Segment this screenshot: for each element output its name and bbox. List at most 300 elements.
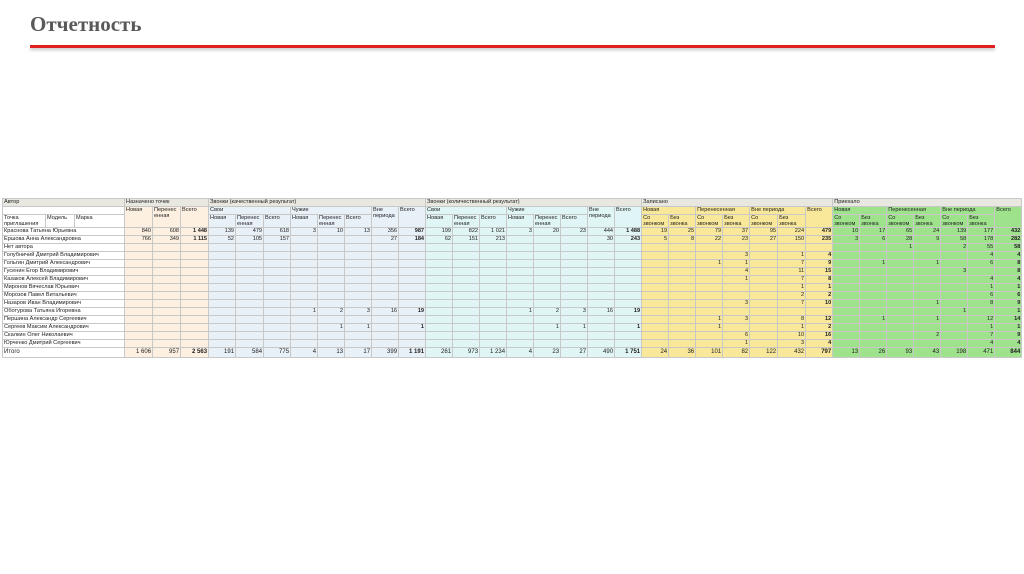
value-cell: 766 [125,236,153,244]
value-cell [426,324,453,332]
value-cell: 4 [291,348,318,358]
value-cell [399,340,426,348]
value-cell [914,276,941,284]
value-cell: 10 [833,228,860,236]
value-cell [833,276,860,284]
value-cell [236,260,264,268]
value-cell: 24 [642,348,669,358]
value-cell: 19 [399,308,426,316]
value-cell: 4 [968,252,995,260]
value-cell: 19 [642,228,669,236]
value-cell [507,324,534,332]
header-a-out-period: Вне периода [941,207,995,215]
author-name: Морозов Павел Витальевич [3,292,125,300]
value-cell: 987 [399,228,426,236]
value-cell [291,244,318,252]
header-a-moved: Перенесенная [887,207,941,215]
value-cell [696,244,723,252]
value-cell [291,268,318,276]
value-cell: 58 [941,236,968,244]
value-cell: 95 [750,228,778,236]
value-cell [588,284,615,292]
value-cell [615,316,642,324]
value-cell: 1 [778,324,806,332]
value-cell: 4 [507,348,534,358]
header-s-new-no-call: Без звонка [669,215,696,228]
value-cell: 199 [426,228,453,236]
value-cell: 261 [426,348,453,358]
value-cell: 11 [778,268,806,276]
value-cell [669,308,696,316]
value-cell [236,324,264,332]
value-cell [318,340,345,348]
value-cell: 150 [778,236,806,244]
header-n-own-new: Новая [426,215,453,228]
value-cell: 1 488 [615,228,642,236]
value-cell: 16 [372,308,399,316]
value-cell [426,300,453,308]
value-cell: 14 [995,316,1022,324]
value-cell [125,308,153,316]
value-cell [860,332,887,340]
value-cell [345,292,372,300]
value-cell [615,244,642,252]
value-cell: 9 [806,260,833,268]
value-cell [209,244,236,252]
value-cell: 17 [345,348,372,358]
value-cell [264,324,291,332]
value-cell [480,268,507,276]
value-cell: 10 [778,332,806,340]
value-cell [345,260,372,268]
value-cell [750,324,778,332]
value-cell: 9 [995,332,1022,340]
header-assigned-points: Назначено точек [125,199,209,207]
value-cell [860,340,887,348]
value-cell: 1 [318,324,345,332]
value-cell [507,268,534,276]
value-cell: 840 [125,228,153,236]
value-cell [181,300,209,308]
value-cell [669,324,696,332]
value-cell [615,268,642,276]
value-cell: 7 [968,332,995,340]
value-cell [642,308,669,316]
value-cell: 8 [995,260,1022,268]
value-cell: 1 [778,252,806,260]
value-cell [642,276,669,284]
value-cell [453,244,480,252]
author-name: Оботурова Татьяна Игоревна [3,308,125,316]
value-cell [887,324,914,332]
value-cell [399,292,426,300]
value-cell [914,340,941,348]
header-n-total: Всего [615,207,642,228]
value-cell [750,340,778,348]
value-cell: 1 021 [480,228,507,236]
value-cell [125,316,153,324]
value-cell: 490 [588,348,615,358]
value-cell [941,260,968,268]
value-cell [264,276,291,284]
value-cell [806,244,833,252]
value-cell: 13 [318,348,345,358]
value-cell: 822 [453,228,480,236]
value-cell: 1 [914,260,941,268]
value-cell [480,316,507,324]
header-a-out-with-call: Со звонком [941,215,968,228]
value-cell [399,252,426,260]
header-n-own-moved: Перенес енная [453,215,480,228]
value-cell: 844 [995,348,1022,358]
value-cell: 7 [778,300,806,308]
value-cell: 4 [806,252,833,260]
value-cell [125,244,153,252]
value-cell [941,276,968,284]
value-cell [588,276,615,284]
header-s-out-period: Вне периода [750,207,806,215]
value-cell [833,340,860,348]
value-cell [209,276,236,284]
value-cell [833,252,860,260]
value-cell [125,340,153,348]
value-cell: 93 [887,348,914,358]
value-cell: 157 [264,236,291,244]
total-label: Итого [3,348,125,358]
value-cell [125,332,153,340]
value-cell: 3 [291,228,318,236]
value-cell [561,340,588,348]
value-cell [153,292,181,300]
value-cell [860,268,887,276]
value-cell [887,252,914,260]
value-cell [588,300,615,308]
value-cell: 6 [995,292,1022,300]
header-assigned-new: Новая [125,207,153,228]
value-cell [941,252,968,260]
value-cell: 1 115 [181,236,209,244]
value-cell [860,276,887,284]
value-cell [561,236,588,244]
header-assigned-total: Всего [181,207,209,228]
value-cell: 8 [995,268,1022,276]
value-cell: 479 [236,228,264,236]
value-cell [833,300,860,308]
value-cell [507,292,534,300]
value-cell: 184 [399,236,426,244]
table-row [3,260,1022,268]
value-cell: 3 [561,308,588,316]
value-cell: 6 [723,332,750,340]
value-cell: 20 [534,228,561,236]
value-cell: 2 [914,332,941,340]
value-cell [941,324,968,332]
value-cell [914,292,941,300]
value-cell [778,308,806,316]
value-cell [153,268,181,276]
value-cell [345,316,372,324]
value-cell: 235 [806,236,833,244]
value-cell [209,252,236,260]
value-cell [750,308,778,316]
value-cell [534,316,561,324]
value-cell [426,276,453,284]
value-cell [153,300,181,308]
value-cell: 444 [588,228,615,236]
value-cell: 16 [806,332,833,340]
value-cell: 19 [615,308,642,316]
value-cell [750,252,778,260]
value-cell [588,244,615,252]
value-cell [696,332,723,340]
value-cell: 17 [860,228,887,236]
value-cell [236,300,264,308]
value-cell: 2 [941,244,968,252]
value-cell [125,268,153,276]
value-cell: 1 [696,316,723,324]
value-cell [669,292,696,300]
value-cell: 1 [860,260,887,268]
header-q-total: Всего [399,207,426,228]
author-name: Голубничий Дмитрий Владимирович [3,252,125,260]
value-cell [153,260,181,268]
value-cell [669,268,696,276]
value-cell: 12 [806,316,833,324]
value-cell: 82 [723,348,750,358]
value-cell: 5 [642,236,669,244]
value-cell [181,244,209,252]
value-cell [318,276,345,284]
value-cell: 6 [860,236,887,244]
header-n-out-period: Вне периода [588,207,615,228]
value-cell [534,236,561,244]
value-cell [209,324,236,332]
value-cell: 471 [968,348,995,358]
value-cell [723,308,750,316]
value-cell: 28 [887,236,914,244]
value-cell [345,340,372,348]
value-cell [534,244,561,252]
value-cell [318,300,345,308]
value-cell: 79 [696,228,723,236]
value-cell [291,316,318,324]
value-cell [399,260,426,268]
value-cell [833,260,860,268]
value-cell: 8 [968,300,995,308]
value-cell [399,316,426,324]
value-cell [669,260,696,268]
value-cell [561,284,588,292]
header-a-total: Всего [995,207,1022,228]
value-cell: 139 [941,228,968,236]
value-cell [399,268,426,276]
value-cell [642,324,669,332]
value-cell: 224 [778,228,806,236]
value-cell: 618 [264,228,291,236]
value-cell [887,284,914,292]
header-row-groups [3,199,1022,207]
value-cell [209,268,236,276]
value-cell [236,244,264,252]
value-cell [642,284,669,292]
value-cell [399,244,426,252]
value-cell [833,324,860,332]
value-cell: 13 [833,348,860,358]
value-cell [345,236,372,244]
value-cell [153,284,181,292]
value-cell [833,332,860,340]
value-cell [181,332,209,340]
value-cell: 122 [750,348,778,358]
value-cell [534,284,561,292]
value-cell [723,292,750,300]
value-cell [887,292,914,300]
value-cell [453,276,480,284]
value-cell: 1 [914,316,941,324]
value-cell [372,332,399,340]
value-cell [153,252,181,260]
value-cell [615,260,642,268]
value-cell [642,268,669,276]
value-cell [860,244,887,252]
value-cell [318,316,345,324]
value-cell [914,268,941,276]
value-cell [345,276,372,284]
value-cell: 65 [887,228,914,236]
value-cell [561,260,588,268]
value-cell: 27 [750,236,778,244]
table-row [3,324,1022,332]
value-cell [181,260,209,268]
value-cell [453,316,480,324]
value-cell [968,268,995,276]
value-cell [887,260,914,268]
value-cell [696,284,723,292]
value-cell [887,316,914,324]
value-cell [345,252,372,260]
table-row [3,316,1022,324]
table-row [3,252,1022,260]
value-cell: 52 [209,236,236,244]
value-cell [236,252,264,260]
value-cell [236,316,264,324]
value-cell [426,292,453,300]
value-cell: 1 [507,308,534,316]
value-cell: 1 [345,324,372,332]
value-cell: 1 191 [399,348,426,358]
title-divider [30,45,995,48]
value-cell [833,268,860,276]
value-cell: 43 [914,348,941,358]
value-cell [941,332,968,340]
header-q-own-new: Новая [209,215,236,228]
value-cell [318,284,345,292]
page-title: Отчетность [30,12,142,36]
value-cell [399,300,426,308]
header-q-own-total: Всего [264,215,291,228]
value-cell: 24 [914,228,941,236]
value-cell [318,252,345,260]
value-cell [153,324,181,332]
value-cell [507,332,534,340]
value-cell: 4 [968,340,995,348]
value-cell [723,284,750,292]
value-cell [291,324,318,332]
table-row [3,300,1022,308]
value-cell [696,340,723,348]
table-row [3,276,1022,284]
value-cell: 4 [995,252,1022,260]
value-cell [372,292,399,300]
value-cell [833,308,860,316]
table-row [3,284,1022,292]
value-cell [941,340,968,348]
value-cell: 3 [723,252,750,260]
value-cell [534,260,561,268]
value-cell: 1 [778,284,806,292]
value-cell [153,244,181,252]
value-cell [426,252,453,260]
value-cell [453,260,480,268]
value-cell [507,236,534,244]
value-cell [507,260,534,268]
value-cell: 432 [778,348,806,358]
report-table-image [2,198,1022,358]
value-cell: 4 [806,340,833,348]
value-cell: 6 [968,292,995,300]
header-s-moved-with-call: Со звонком [696,215,723,228]
value-cell: 198 [941,348,968,358]
value-cell [345,332,372,340]
value-cell: 584 [236,348,264,358]
author-name: Скалкин Олег Николаевич [3,332,125,340]
value-cell [588,332,615,340]
table-row [3,244,1022,252]
author-name: Ершова Анна Александровна [3,236,125,244]
value-cell [426,340,453,348]
value-cell: 9 [914,236,941,244]
value-cell: 2 [806,324,833,332]
value-cell [615,332,642,340]
value-cell [669,284,696,292]
value-cell: 1 [723,260,750,268]
value-cell: 8 [778,316,806,324]
value-cell: 25 [669,228,696,236]
value-cell [507,244,534,252]
value-cell [125,300,153,308]
value-cell [236,284,264,292]
value-cell: 4 [723,268,750,276]
value-cell [345,244,372,252]
value-cell [125,260,153,268]
author-name: Краснова Татьяна Юрьевна [3,228,125,236]
value-cell [426,332,453,340]
value-cell: 2 [806,292,833,300]
author-name: Гольгин Дмитрий Александрович [3,260,125,268]
value-cell [318,236,345,244]
value-cell [914,284,941,292]
value-cell [181,284,209,292]
value-cell: 23 [723,236,750,244]
value-cell [209,332,236,340]
value-cell [941,300,968,308]
value-cell [209,292,236,300]
value-cell [561,292,588,300]
header-a-new: Новая [833,207,887,215]
value-cell [372,324,399,332]
header-a-new-with-call: Со звонком [833,215,860,228]
header-s-new: Новая [642,207,696,215]
